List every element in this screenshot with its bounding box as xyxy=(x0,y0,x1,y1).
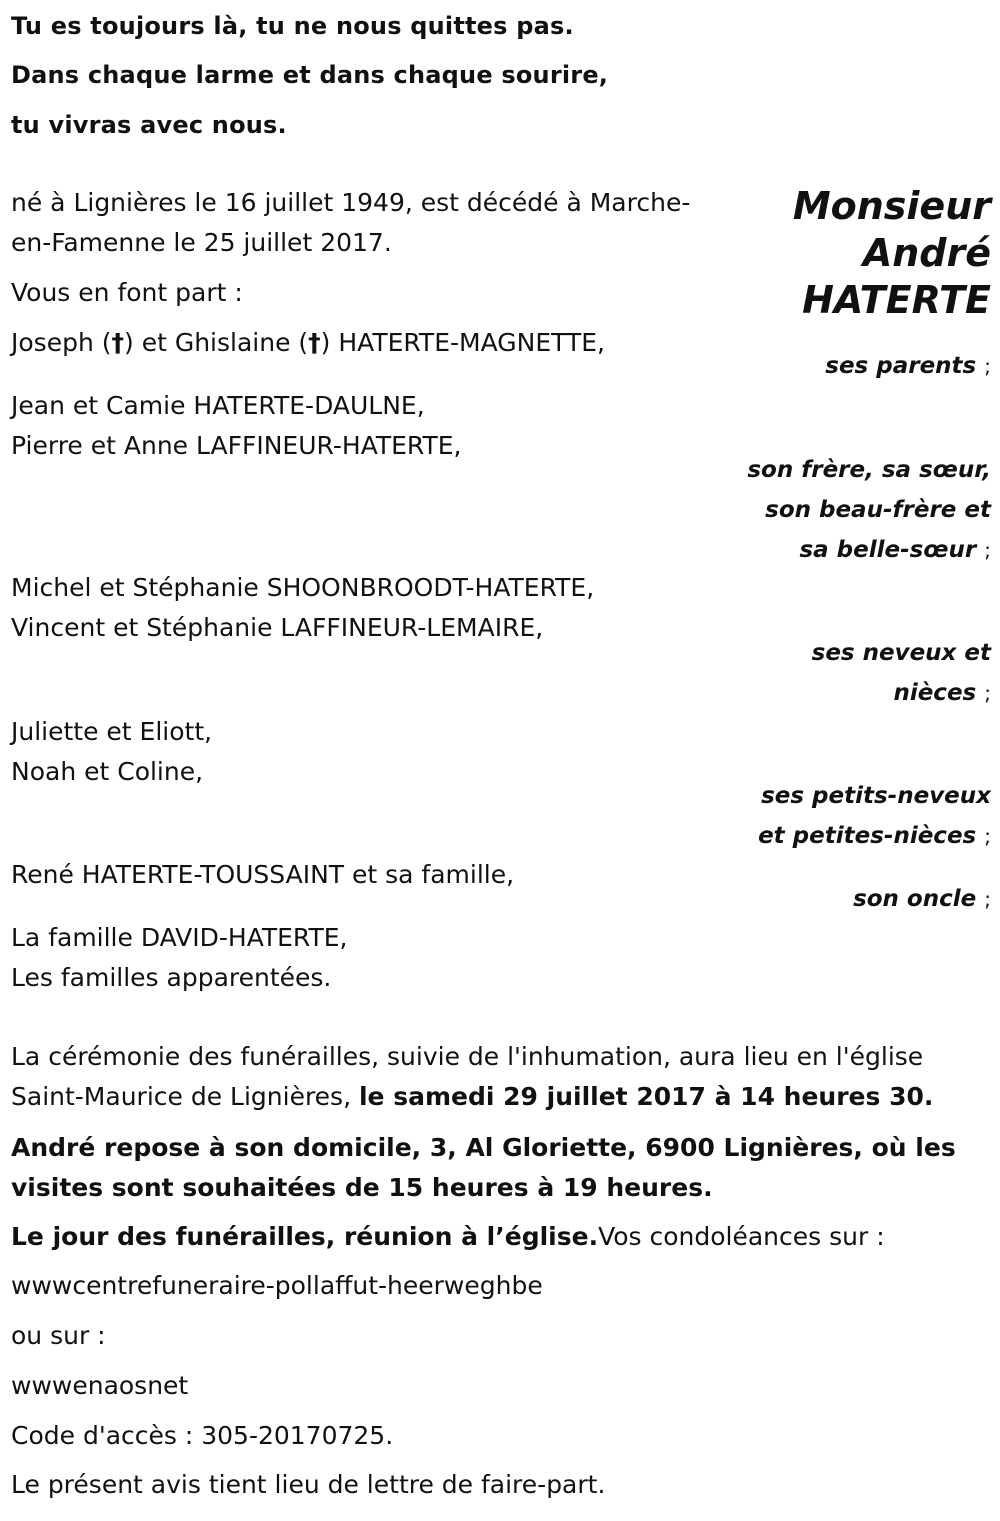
relative-line: Noah et Coline, xyxy=(11,757,204,786)
semicolon: ; xyxy=(984,887,991,911)
poem-line-2: Dans chaque larme et dans chaque sourire, xyxy=(11,61,609,89)
rest-line-2: visites sont souhaitées de 15 heures à 19 heures. xyxy=(11,1173,713,1202)
birth-death-line-2: en-Famenne le 25 juillet 2017. xyxy=(11,228,392,257)
relation-parents-label: ses parents xyxy=(825,353,977,379)
relative-line: La famille DAVID-HATERTE, xyxy=(11,923,348,952)
rest-line-1: André repose à son domicile, 3, Al Gloriette, 6900 Lignières, où les xyxy=(11,1133,956,1162)
relation-siblings-2: son beau-frère et xyxy=(765,497,991,523)
birth-death-line-1: né à Lignières le 16 juillet 1949, est décédé à Marche- xyxy=(11,188,691,217)
relation-siblings-3-label: sa belle-sœur xyxy=(799,537,977,563)
poem-line-1: Tu es toujours là, tu ne nous quittes pas. xyxy=(11,12,574,40)
announce-text: Vous en font part : xyxy=(11,278,243,307)
relation-siblings-1: son frère, sa sœur, xyxy=(747,457,991,483)
relation-uncle-label: son oncle xyxy=(853,886,977,912)
ceremony-line-2 xyxy=(11,1082,933,1111)
parents-part-3: ) HATERTE-MAGNETTE, xyxy=(320,328,605,357)
semicolon: ; xyxy=(984,354,991,378)
ceremony-datetime: le samedi 29 juillet 2017 à 14 heures 30. xyxy=(358,1082,934,1111)
relation-nephews-2-label: nièces xyxy=(893,680,977,706)
semicolon: ; xyxy=(984,681,991,705)
relative-line: Les familles apparentées. xyxy=(11,963,332,992)
relation-uncle xyxy=(853,886,991,912)
deceased-title: Monsieur xyxy=(792,184,991,228)
parents-line xyxy=(11,328,605,357)
relative-line: René HATERTE-TOUSSAINT et sa famille, xyxy=(11,860,515,889)
relation-parents xyxy=(825,353,991,379)
relative-line: Juliette et Eliott, xyxy=(11,717,213,746)
relative-line: Michel et Stéphanie SHOONBROODT-HATERTE, xyxy=(11,573,595,602)
ceremony-location: Saint-Maurice de Lignières, xyxy=(11,1082,359,1111)
access-code: Code d'accès : 305-20170725. xyxy=(11,1421,394,1450)
relation-nephews-2 xyxy=(893,680,991,706)
condolence-site-2[interactable]: wwwenaosnet xyxy=(11,1371,189,1400)
relation-grand-nephews-1: ses petits-neveux xyxy=(761,783,991,809)
condolence-site-1[interactable]: wwwcentrefuneraire-pollaffut-heerweghbe xyxy=(11,1271,543,1300)
deceased-last-name: HATERTE xyxy=(802,278,991,322)
cross-icon: † xyxy=(111,328,124,357)
ceremony-line-1: La cérémonie des funérailles, suivie de l'inhumation, aura lieu en l'église xyxy=(11,1042,924,1071)
parents-part-2: ) et Ghislaine ( xyxy=(124,328,309,357)
relation-siblings-3 xyxy=(799,537,991,563)
meeting-line xyxy=(11,1222,885,1251)
cross-icon: † xyxy=(308,328,321,357)
parents-part-1: Joseph ( xyxy=(11,328,112,357)
condolences-text: Vos condoléances sur : xyxy=(598,1222,885,1251)
or-on-text: ou sur : xyxy=(11,1321,106,1350)
semicolon: ; xyxy=(984,538,991,562)
relative-line: Jean et Camie HATERTE-DAULNE, xyxy=(11,391,425,420)
relative-line: Pierre et Anne LAFFINEUR-HATERTE, xyxy=(11,431,462,460)
semicolon: ; xyxy=(984,824,991,848)
meeting-text: Le jour des funérailles, réunion à l’église. xyxy=(11,1222,599,1251)
relation-nephews-1: ses neveux et xyxy=(811,640,991,666)
relation-grand-nephews-2 xyxy=(758,823,991,849)
relation-grand-nephews-2-label: et petites-nièces xyxy=(758,823,977,849)
poem-line-3: tu vivras avec nous. xyxy=(11,111,287,139)
relative-line: Vincent et Stéphanie LAFFINEUR-LEMAIRE, xyxy=(11,613,544,642)
deceased-first-name: André xyxy=(862,231,991,275)
notice-text: Le présent avis tient lieu de lettre de faire-part. xyxy=(11,1470,606,1499)
